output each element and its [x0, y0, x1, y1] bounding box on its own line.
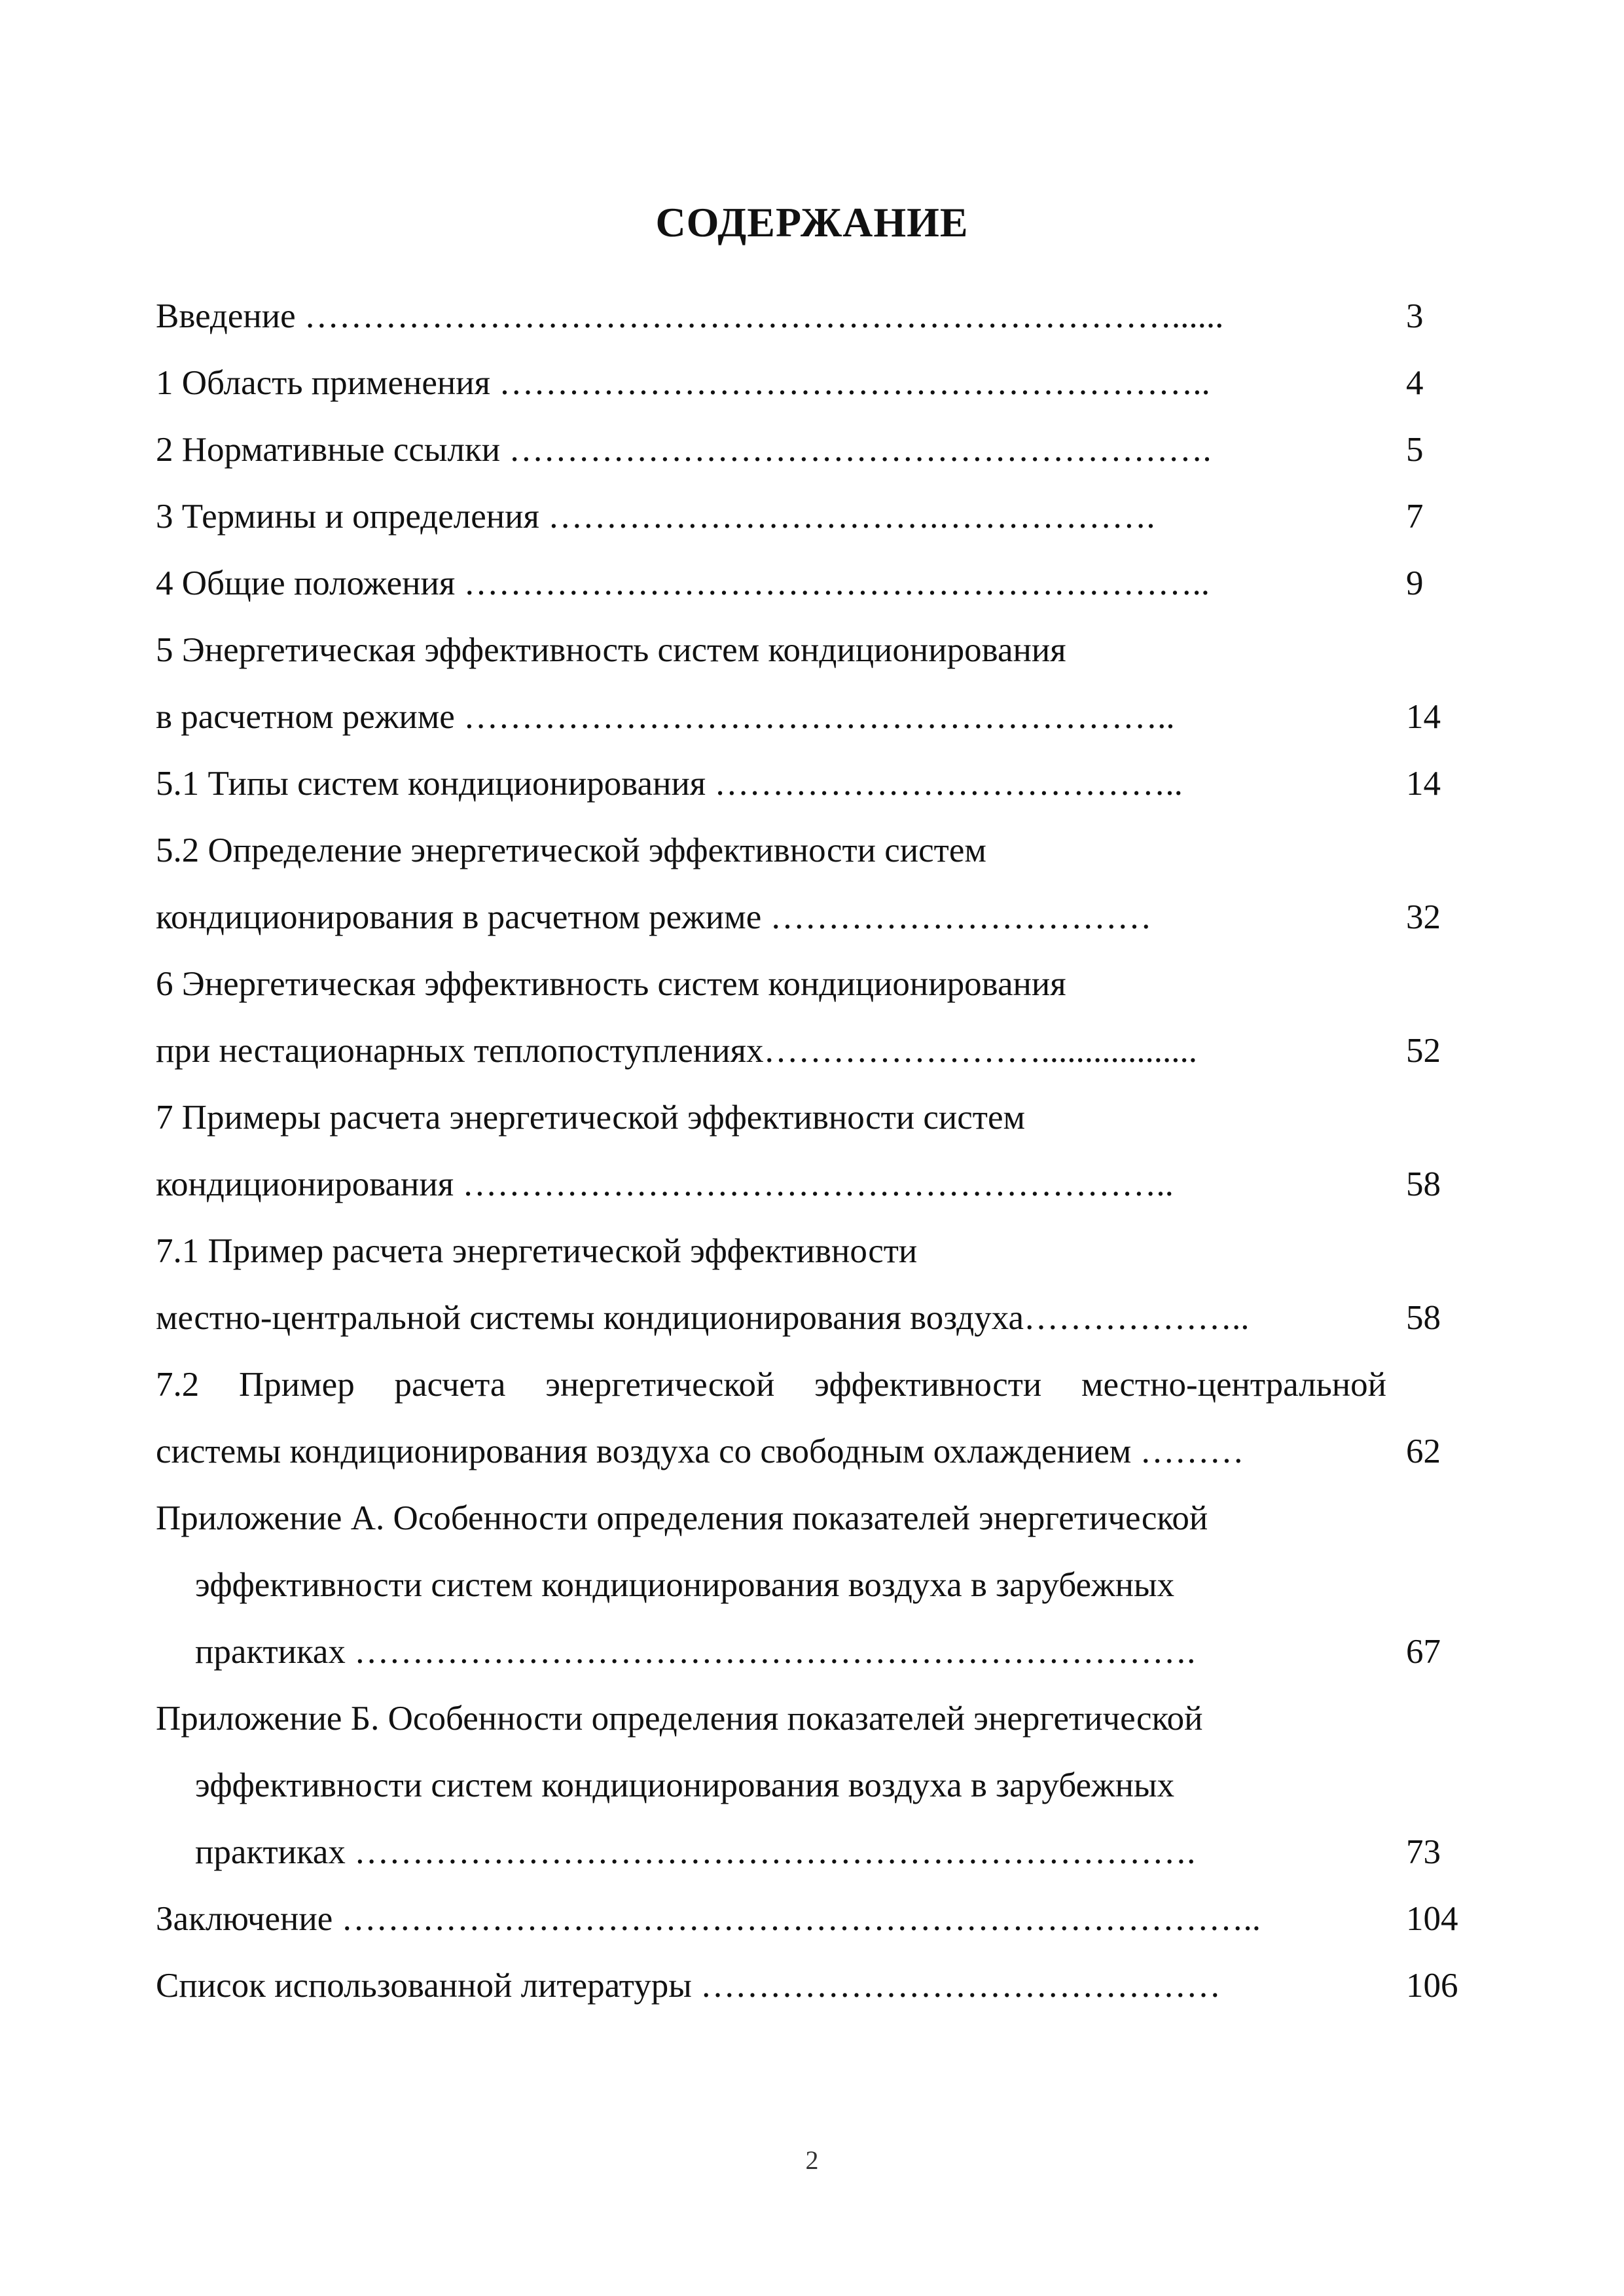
toc-entry-section-7 [156, 1151, 1491, 1218]
toc-entry-page: 14 [1406, 698, 1441, 736]
toc-entry-page: 73 [1406, 1833, 1441, 1871]
toc-entry-section-5-2-heading [156, 817, 1491, 884]
toc-entry-section-6 [156, 1017, 1491, 1084]
toc-entry-section-7-2 [156, 1418, 1491, 1485]
toc-entry-appendix-b-heading [156, 1685, 1491, 1752]
toc-entry-text: 7 Примеры расчета энергетической эффективности систем [156, 1099, 1026, 1137]
toc-entry-terms [156, 483, 1491, 550]
toc-entry-text: Заключение …………………………………………………………………….. [156, 1900, 1261, 1938]
toc-entry-text: эффективности систем кондиционирования воздуха в зарубежных [195, 1566, 1175, 1604]
toc-entry-page: 32 [1406, 898, 1441, 936]
toc-entry-page: 58 [1406, 1299, 1441, 1337]
toc-entry-text: 7.1 Пример расчета энергетической эффективности [156, 1232, 918, 1270]
toc-entry-appendix-a-continued [156, 1552, 1491, 1618]
toc-entry-section-7-1 [156, 1285, 1491, 1351]
toc-entry-text: Приложение А. Особенности определения показателей энергетической [156, 1499, 1208, 1537]
toc-entry-scope [156, 350, 1491, 416]
toc-entry-text: 5 Энергетическая эффективность систем кондиционирования [156, 631, 1066, 669]
toc-entry-page: 104 [1406, 1900, 1458, 1938]
toc-entry-conclusion [156, 1886, 1491, 1952]
toc-entry-text: 2 Нормативные ссылки ……………………………………………………. [156, 431, 1212, 469]
toc-entry-text: Список использованной литературы ……………………………………… [156, 1967, 1221, 2005]
toc-entry-page: 52 [1406, 1032, 1441, 1070]
toc-entry-text: 6 Энергетическая эффективность систем кондиционирования [156, 965, 1066, 1003]
toc-entry-page: 58 [1406, 1165, 1441, 1203]
toc-entry-page: 9 [1406, 564, 1424, 602]
toc-entry-text: 5.2 Определение энергетической эффективности систем [156, 831, 986, 869]
toc-entry-page: 3 [1406, 297, 1424, 335]
toc-entry-appendix-b-continued [156, 1752, 1491, 1819]
toc-entry-section-7-1-heading [156, 1218, 1491, 1285]
toc-entry-appendix-a [156, 1618, 1491, 1685]
toc-entry-page: 67 [1406, 1633, 1441, 1671]
toc-entry-section-5 [156, 683, 1491, 750]
toc-entry-page: 14 [1406, 765, 1441, 803]
toc-entry-text: кондиционирования в расчетном режиме …………………………… [156, 898, 1152, 936]
toc-entry-page: 5 [1406, 431, 1424, 469]
toc-entry-appendix-b [156, 1819, 1491, 1886]
toc-entry-text: 7.2 Пример расчета энергетической эффективности местно-центральной [156, 1366, 1386, 1404]
toc-entry-text: Приложение Б. Особенности определения показателей энергетической [156, 1700, 1203, 1738]
toc-entry-text: 4 Общие положения ……………………………………………………….. [156, 564, 1210, 602]
toc-entry-page: 7 [1406, 498, 1424, 536]
toc-entry-section-7-2-heading [156, 1351, 1491, 1418]
toc-entry-text: местно-центральной системы кондиционирования воздуха……………….. [156, 1299, 1250, 1337]
table-of-contents [156, 283, 1491, 2019]
toc-entry-text: практиках ………………………………………………………………. [195, 1833, 1196, 1871]
toc-entry-text: системы кондиционирования воздуха со свободным охлаждением ……… [156, 1432, 1244, 1470]
toc-entry-normative-references [156, 416, 1491, 483]
toc-entry-section-5-1 [156, 750, 1491, 817]
toc-entry-text: 3 Термины и определения …………………………….………………. [156, 498, 1155, 536]
toc-entry-general [156, 550, 1491, 617]
toc-entry-page: 62 [1406, 1432, 1441, 1470]
page-number: 2 [805, 2145, 819, 2175]
toc-entry-text: 1 Область применения …………………………………………………….. [156, 364, 1210, 402]
toc-entry-introduction [156, 283, 1491, 350]
toc-entry-page: 4 [1406, 364, 1424, 402]
toc-entry-text: эффективности систем кондиционирования воздуха в зарубежных [195, 1766, 1175, 1804]
toc-entry-text: в расчетном режиме …………………………………………………….. [156, 698, 1175, 736]
page-title: СОДЕРЖАНИЕ [655, 199, 969, 246]
toc-entry-section-6-heading [156, 951, 1491, 1017]
toc-entry-page: 106 [1406, 1967, 1458, 2005]
toc-entry-text: кондиционирования …………………………………………………….. [156, 1165, 1174, 1203]
toc-entry-references [156, 1952, 1491, 2019]
toc-entry-text: практиках ………………………………………………………………. [195, 1633, 1196, 1671]
toc-entry-section-7-heading [156, 1084, 1491, 1151]
toc-entry-section-5-heading [156, 617, 1491, 683]
toc-entry-section-5-2 [156, 884, 1491, 951]
toc-entry-text: 5.1 Типы систем кондиционирования ………………………………….. [156, 765, 1183, 803]
toc-entry-text: Введение …………………………………………………………………...... [156, 297, 1224, 335]
toc-entry-appendix-a-heading [156, 1485, 1491, 1552]
toc-entry-text: при нестационарных теплопоступлениях…………………….................. [156, 1032, 1197, 1070]
